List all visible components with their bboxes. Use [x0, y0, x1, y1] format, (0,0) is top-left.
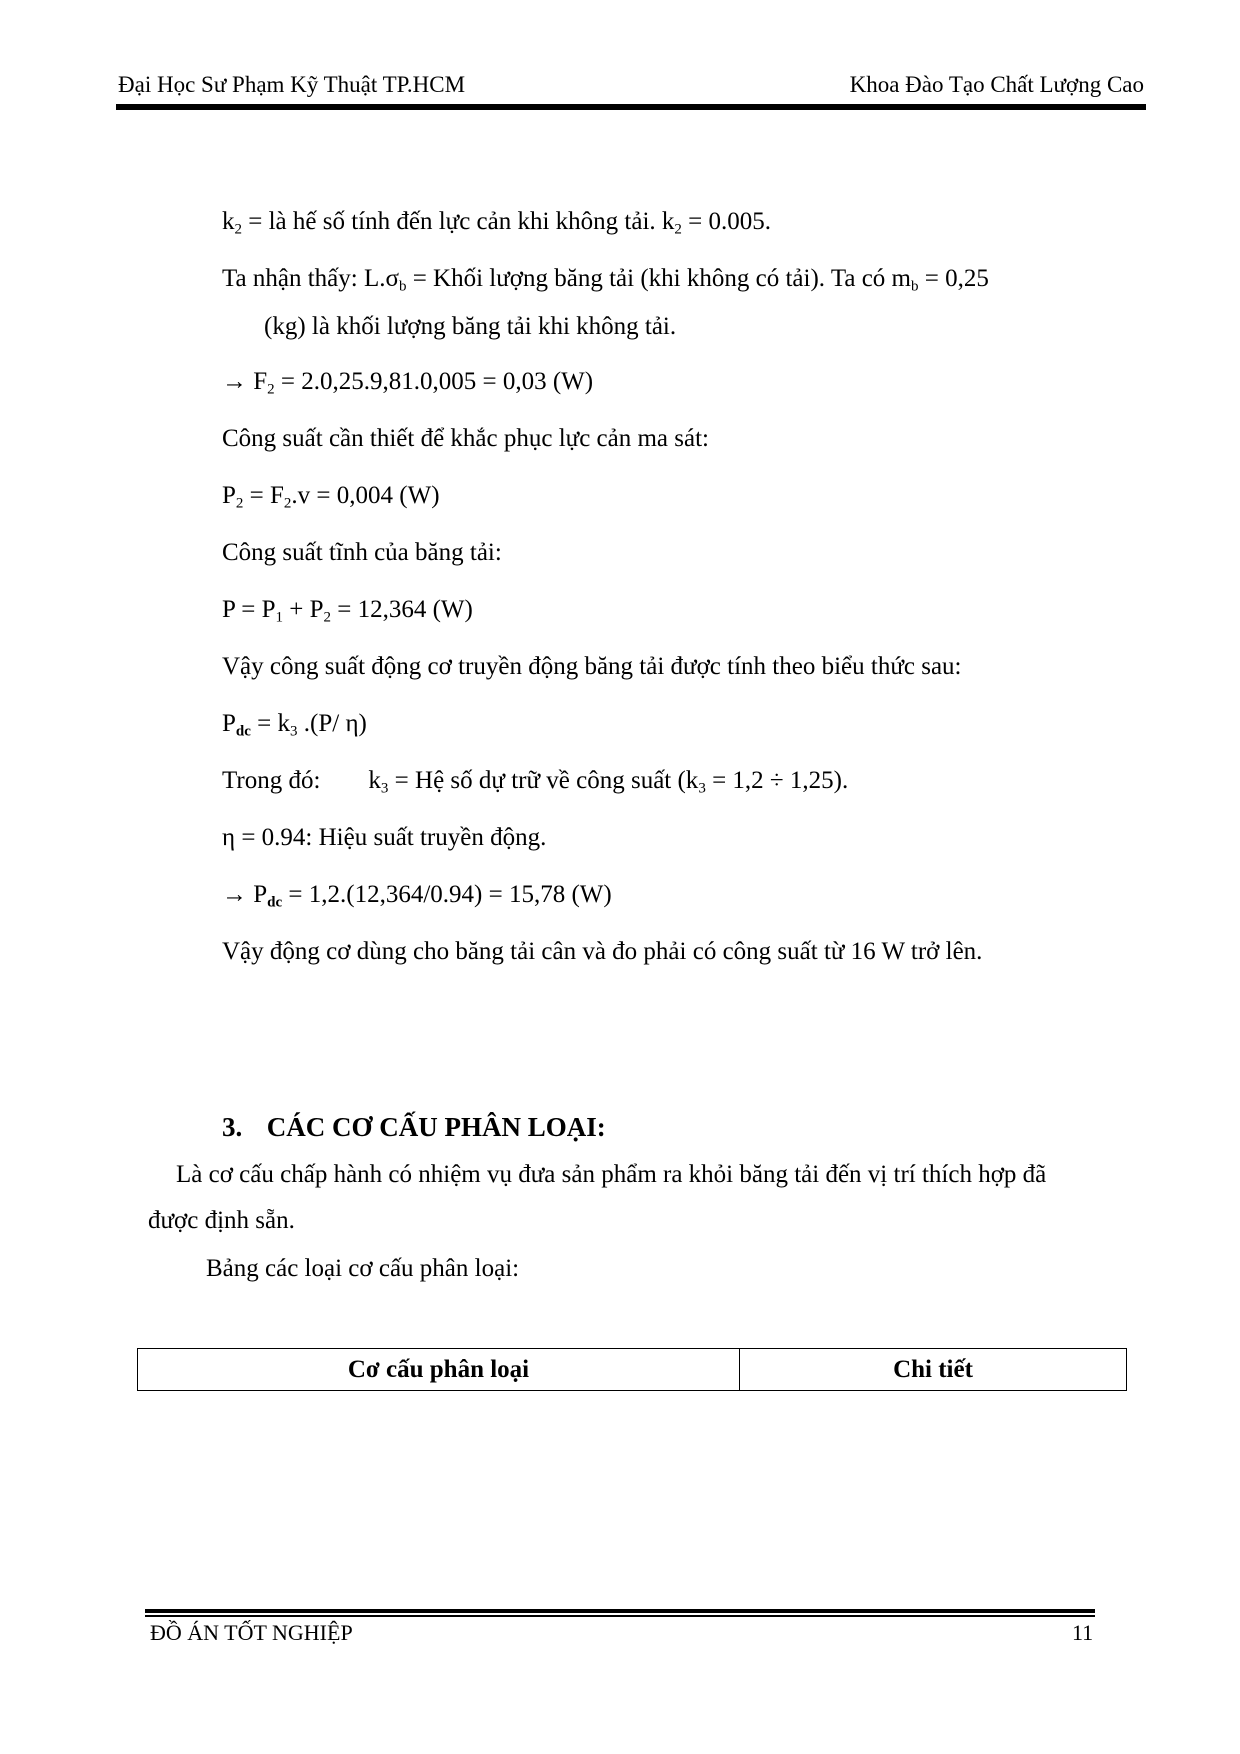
- formula-pdc: $P_{dc} = k_3$ .(P/ η): [222, 710, 367, 740]
- formula-p2: $P_2 = F_2.v = 0,004$ (W): [222, 482, 440, 512]
- formula-f2: → $F_2 = 2.0,25.9,81.0,005 = 0,03$ (W): [222, 368, 594, 398]
- static-power-caption: Công suất tĩnh của băng tải:: [222, 539, 502, 566]
- formula-p-total: $P = P_1 + P_2 = 12,364$ (W): [222, 596, 473, 626]
- formula-k2-line: $k_2$ = là hế số tính đến lực cản khi không tải. $k_2 = 0.005$.: [222, 208, 772, 238]
- footer-title: ĐỒ ÁN TỐT NGHIỆP: [150, 1620, 353, 1645]
- header-school-name: Đại Học Sư Phạm Kỹ Thuật TP.HCM: [118, 72, 466, 97]
- column-header-details: Chi tiết: [740, 1349, 1127, 1391]
- header-faculty-name: Khoa Đào Tạo Chất Lượng Cao: [849, 72, 1144, 97]
- footer-rule-thin: [145, 1615, 1095, 1617]
- page-number: 11: [1072, 1620, 1094, 1645]
- conclusion-line: Vậy động cơ dùng cho băng tải cân và đo phải có công suất từ 16 W trở lên.: [222, 938, 983, 965]
- section-heading: 3. CÁC CƠ CẤU PHÂN LOẠI:: [222, 1112, 606, 1142]
- efficiency-line: η = 0.94: Hiệu suất truyền động.: [222, 824, 547, 851]
- motor-power-caption: Vậy công suất động cơ truyền động băng tải được tính theo biểu thức sau:: [222, 653, 962, 680]
- classifier-table: [137, 1348, 1127, 1391]
- section-paragraph-line1: Là cơ cấu chấp hành có nhiệm vụ đưa sản phẩm ra khỏi băng tải đến vị trí thích hợp đã: [176, 1161, 1047, 1188]
- table-intro: Bảng các loại cơ cấu phân loại:: [206, 1255, 520, 1282]
- table-header-row: [138, 1349, 1127, 1391]
- header-rule: [116, 104, 1146, 110]
- belt-mass-line: Ta nhận thấy: $L.\sigma_b$ = Khối lượng băng tải (khi không có tải). Ta có $m_b = 0,25$: [222, 265, 989, 295]
- footer-rule-thick: [145, 1609, 1095, 1613]
- section-paragraph-line2: được định sẵn.: [148, 1207, 295, 1234]
- column-header-mechanism: Cơ cấu phân loại: [138, 1349, 740, 1391]
- formula-pdc-result: → $P_{dc} = 1,2.(12,364/0.94) = 15,78$ (W): [222, 881, 612, 911]
- belt-mass-line-cont: (kg) là khối lượng băng tải khi không tải.: [264, 313, 677, 340]
- reserve-factor-line: Trong đó: $k_3$ = Hệ số dự trữ về công suất $(k_3 = 1,2 \div 1,25)$.: [222, 767, 849, 797]
- friction-power-caption: Công suất cần thiết để khắc phục lực cản ma sát:: [222, 425, 709, 452]
